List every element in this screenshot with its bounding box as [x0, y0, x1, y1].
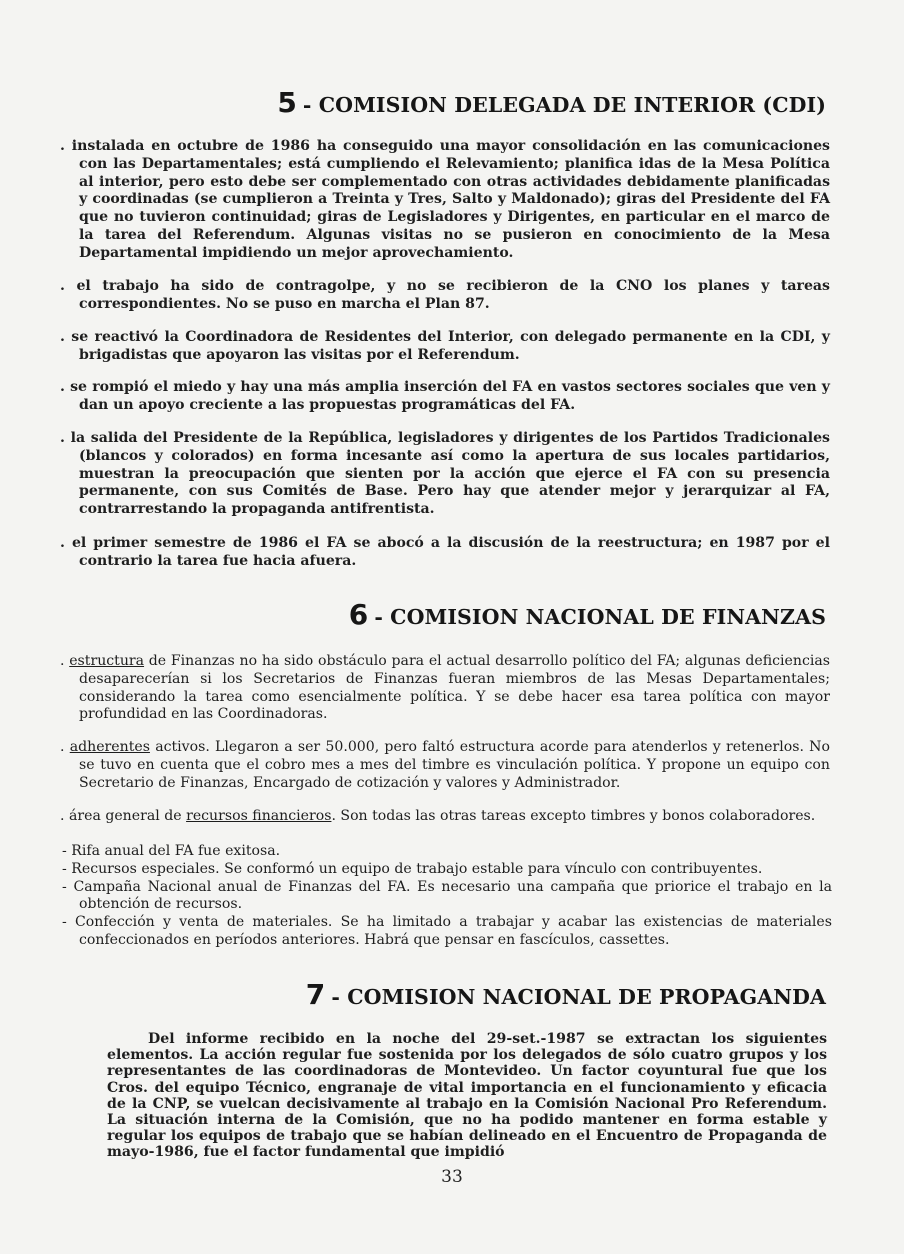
section-7-paragraph: Del informe recibido en la noche del 29-set.-1987 se extractan los siguientes elementos. La acción regular fue sostenida por los delegados de sólo cuatro grupos y los representantes de las coordinadoras de Montevideo. Un factor coyuntural fue que los Cros. del equipo Técnico, engranaje de vital importancia en el funcionamiento y eficacia de la CNP, se vuelcan decisivamente al trabajo en la Comisión Nacional Pro Referendum. La situación interna de la Comisión, que no ha podido mantener en forma estable y regular los equipos de trabajo que se habían delineado en el Encuentro de Propaganda de mayo-1986, fue el factor fundamental que impidió	[107, 1031, 827, 1161]
underlined-term: adherentes	[69, 739, 150, 755]
section-5-item-5: . la salida del Presidente de la República, legisladores y dirigentes de los Partidos Tradicionales (blancos y colorados) en forma incesante así como la apertura de sus locales partidarios, muestran la preocupación que sienten por la acción que ejerce el FA con su presencia permanente, con sus Comités de Base. Pero hay que atender mejor y jerarquizar al FA, contrarrestando la propaganda antifrentista.	[60, 430, 830, 518]
section-6-subitems	[62, 843, 832, 950]
section-6-title: - COMISION NACIONAL DE FINANZAS	[374, 605, 826, 629]
section-5-item-3: . se reactivó la Coordinadora de Residentes del Interior, con delegado permanente en la CDI, y brigadistas que apoyaron las visitas por el Referendum.	[60, 329, 830, 363]
section-5-number: 5	[277, 86, 297, 119]
section-6-number: 6	[348, 598, 369, 631]
section-7-title: - COMISION NACIONAL DE PROPAGANDA	[331, 985, 826, 1009]
section-5-item-1: . instalada en octubre de 1986 ha conseguido una mayor consolidación en las comunicaciones con las Departamentales; está cumpliendo el Relevamiento; planifica idas de la Mesa Política al interior, pero esto debe ser complementado con otras actividades debidamente planificadas y coordinadas (se cumplieron a Treinta y Tres, Salto y Maldonado); giras del Presidente del FA que no tuvieron continuidad; giras de Legisladores y Dirigentes, en particular en el marco de la tarea del Referendum. Algunas visitas no se pusieron en conocimiento de la Mesa Departamental impidiendo un mejor aprovechamiento.	[60, 138, 830, 261]
section-7-number: 7	[305, 978, 326, 1011]
subitem: - Rifa anual del FA fue exitosa.	[62, 843, 281, 859]
section-5-item-6: . el primer semestre de 1986 el FA se abocó a la discusión de la reestructura; en 1987 por el contrario la tarea fue hacia afuera.	[60, 535, 830, 569]
page-number: 33	[441, 1167, 463, 1187]
section-5-item-4: . se rompió el miedo y hay una más amplia inserción del FA en vastos sectores sociales que ven y dan un apoyo creciente a las propuestas programáticas del FA.	[60, 379, 830, 413]
subitem: - Confección y venta de materiales. Se ha limitado a trabajar y acabar las existencias de materiales confeccionados en períodos anteriores. Habrá que pensar en fascículos, cassettes.	[62, 914, 832, 948]
subitem: - Campaña Nacional anual de Finanzas del FA. Es necesario una campaña que priorice el trabajo en la obtención de recursos.	[62, 878, 832, 913]
underlined-term: recursos financieros	[186, 808, 332, 824]
section-6-heading	[349, 598, 826, 631]
section-6-item-1: . estructura de Finanzas no ha sido obstáculo para el actual desarrollo político del FA; algunas deficiencias desaparecerían si los Secretarios de Finanzas fueran miembros de las Mesas Departamentales; considerando la tarea como esencialmente política. Y se debe hacer esa tarea política con mayor profundidad en las Coordinadoras.	[60, 653, 830, 723]
section-7-heading	[306, 978, 826, 1011]
section-6-item-3: . área general de recursos financieros. Son todas las otras tareas excepto timbres y bonos colaboradores.	[60, 808, 816, 824]
underlined-term: estructura	[69, 653, 145, 669]
subitem: - Recursos especiales. Se conformó un equipo de trabajo estable para vínculo con contribuyentes.	[62, 860, 763, 877]
section-6-item-2: . adherentes activos. Llegaron a ser 50.000, pero faltó estructura acorde para atenderlos y retenerlos. No se tuvo en cuenta que el cobro mes a mes del timbre es vinculación política. Y propone un equipo con Secretario de Finanzas, Encargado de cotización y valores y Administrador.	[60, 739, 830, 791]
section-5-item-2: . el trabajo ha sido de contragolpe, y no se recibieron de la CNO los planes y tareas correspondientes. No se puso en marcha el Plan 87.	[60, 278, 830, 312]
section-5-title: - COMISION DELEGADA DE INTERIOR (CDI)	[302, 93, 826, 117]
section-5-heading	[277, 86, 826, 119]
